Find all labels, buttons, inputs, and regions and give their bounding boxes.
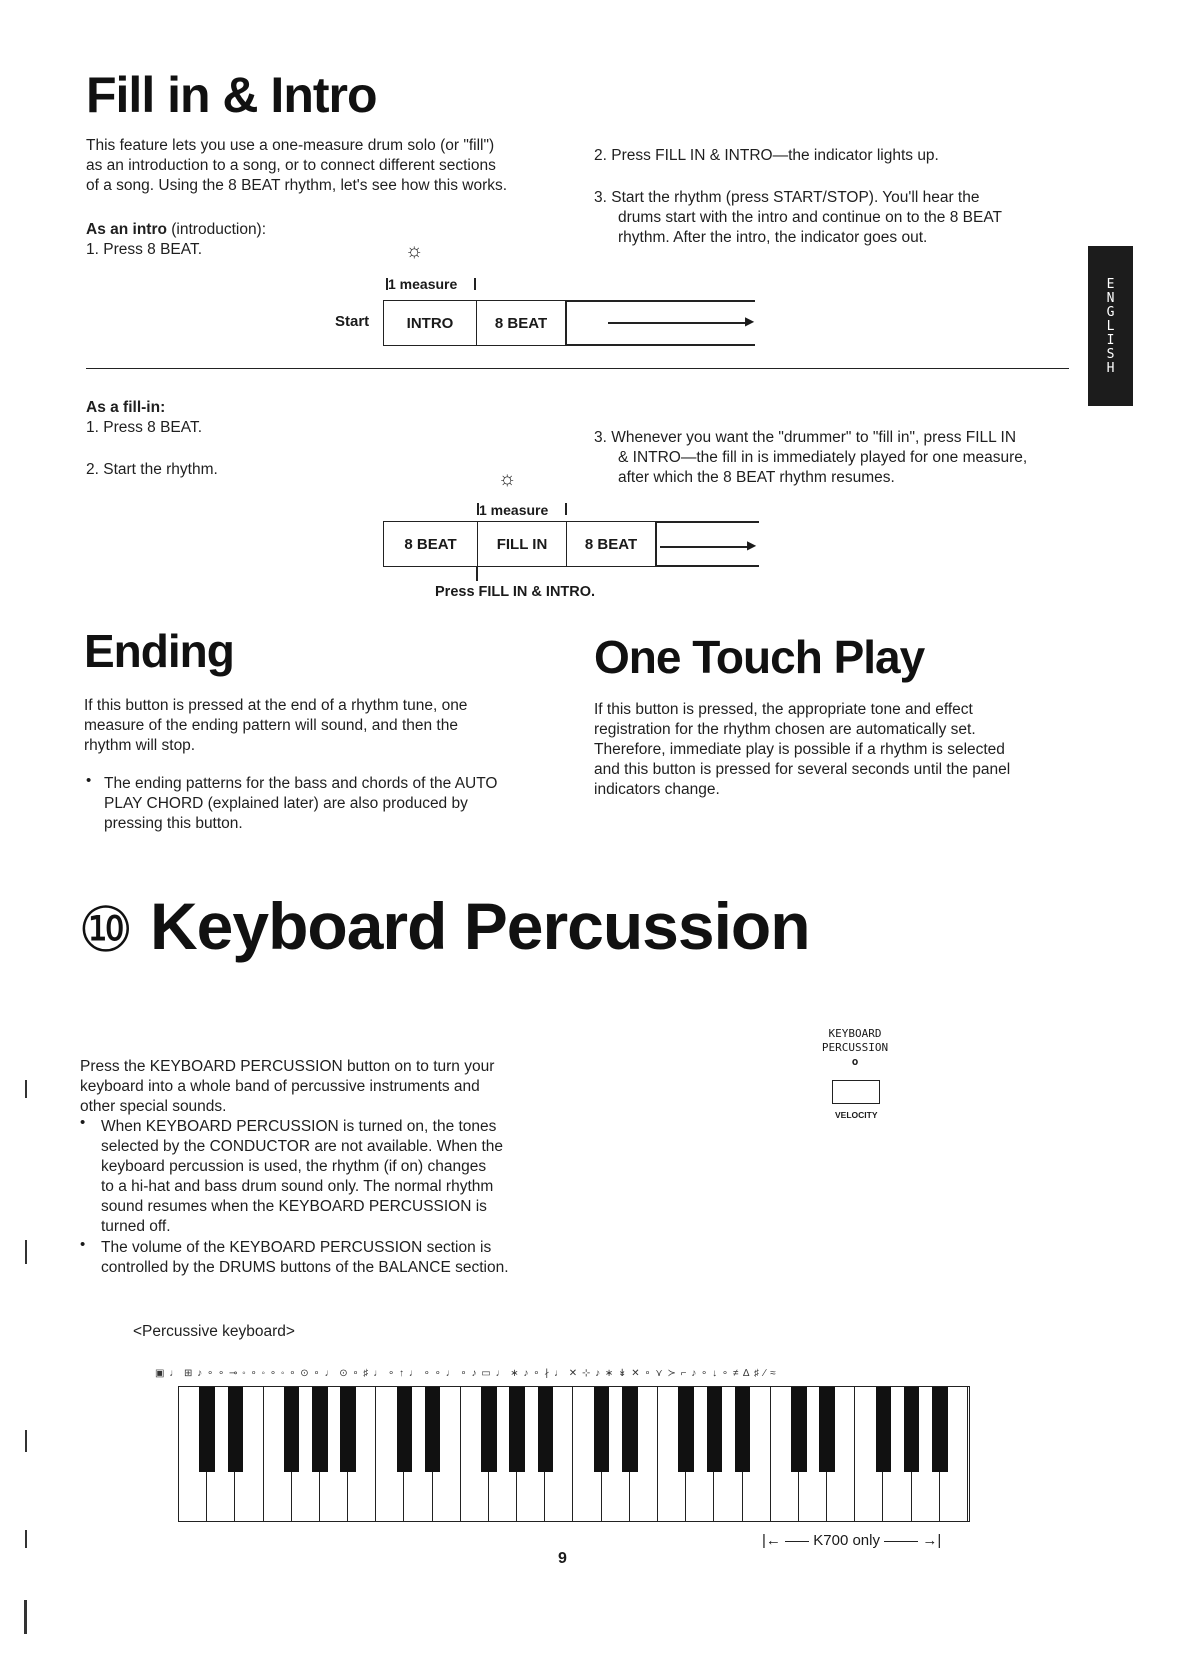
k700-range xyxy=(762,1532,941,1549)
percussion-symbols: ▣ ♩ ⊞ ♪ ∘ ∘ ⊸ ◦ ∘ ◦ ∘ ◦ ∘ ⊙ ∘ ♩ ⊙ ∘ ♯ ♩ ∘ ↑ ♩ ∘ ∘ ♩ ∘ ♪ ▭ ♩ ∗ ♪ ∘ ∤ ♩ ✕ ⊹ ♪ ∗ ↡ ✕ ∘ ⋎ ≻ ⌐ ♪ ∘ ↓ ∘ ≠ ∆ ♯ ∕ ≈ xyxy=(155,1368,777,1379)
fill-intro-title: Fill in & Intro xyxy=(86,67,377,123)
black-key xyxy=(678,1387,693,1472)
language-tab xyxy=(1088,246,1133,406)
black-key xyxy=(932,1387,947,1472)
diagram-line xyxy=(655,565,759,567)
arrow-line xyxy=(660,546,748,548)
intro-step-3 xyxy=(594,188,1064,248)
indicator-light-icon: ☼ xyxy=(405,240,424,262)
ending-line: rhythm will stop. xyxy=(84,737,196,754)
bullet-icon: • xyxy=(80,1114,86,1131)
kp-bullet-line: turned off. xyxy=(101,1218,171,1235)
kp-bullet-line: controlled by the DRUMS buttons of the BALANCE section. xyxy=(101,1259,509,1276)
k700-label: K700 only xyxy=(813,1532,880,1549)
one-touch-title: One Touch Play xyxy=(594,631,925,683)
intro-step-2: 2. Press FILL IN & INTRO—the indicator lights up. xyxy=(594,147,939,164)
one-touch-description xyxy=(594,700,1074,800)
arrow-line xyxy=(608,322,748,324)
margin-mark xyxy=(25,1240,27,1264)
keyboard-percussion-title: Keyboard Percussion xyxy=(150,889,810,963)
margin-mark xyxy=(24,1600,27,1634)
fill-intro-line: as an introduction to a song, or to connect different sections xyxy=(86,157,496,174)
sequence-cell: INTRO xyxy=(384,301,477,345)
measure-label: 1 measure xyxy=(479,502,549,518)
fill-intro-line: This feature lets you use a one-measure drum solo (or "fill") xyxy=(86,137,495,154)
black-key xyxy=(340,1387,355,1472)
percussive-keyboard xyxy=(178,1386,970,1522)
black-key xyxy=(199,1387,214,1472)
kp-intro-line: Press the KEYBOARD PERCUSSION button on to turn your xyxy=(80,1058,495,1075)
panel-label: KEYBOARD xyxy=(828,1027,882,1040)
ending-description xyxy=(84,696,554,756)
margin-mark xyxy=(25,1080,27,1098)
as-intro-suffix: (introduction): xyxy=(171,221,267,238)
press-fill-label: Press FILL IN & INTRO. xyxy=(435,584,596,600)
keyboard-caption: <Percussive keyboard> xyxy=(133,1323,295,1340)
kp-bullet-line: keyboard percussion is used, the rhythm (if on) changes xyxy=(101,1158,487,1175)
black-key xyxy=(594,1387,609,1472)
black-key xyxy=(228,1387,243,1472)
as-intro-label: As an intro xyxy=(86,221,167,238)
intro-step-3-line: 3. Start the rhythm (press START/STOP). You'll hear the xyxy=(594,189,980,206)
black-key xyxy=(397,1387,412,1472)
kp-bullet-line: The volume of the KEYBOARD PERCUSSION section is xyxy=(101,1239,492,1256)
bullet-icon: • xyxy=(86,772,92,789)
ending-bullet-line: PLAY CHORD (explained later) are also produced by xyxy=(104,795,468,812)
sequence-cell: 8 BEAT xyxy=(567,522,656,566)
ending-bullet xyxy=(104,774,554,834)
range-right-arrow-icon: →| xyxy=(922,1532,942,1549)
bullet-icon: • xyxy=(80,1236,86,1253)
measure-label: 1 measure xyxy=(388,276,458,292)
kp-bullet-line: When KEYBOARD PERCUSSION is turned on, the tones xyxy=(101,1118,497,1135)
one-touch-line: indicators change. xyxy=(594,781,720,798)
arrow-right-icon: ▶ xyxy=(747,538,757,552)
sequence-cell: FILL IN xyxy=(478,522,567,566)
kp-intro-line: keyboard into a whole band of percussive instruments and xyxy=(80,1078,480,1095)
keyboard-percussion-button[interactable] xyxy=(832,1080,880,1104)
sequence-cell: 8 BEAT xyxy=(477,301,566,345)
one-touch-line: Therefore, immediate play is possible if a rhythm is selected xyxy=(594,741,1005,758)
as-intro-heading xyxy=(86,220,266,240)
diagram-line xyxy=(565,300,567,346)
kp-bullet-line: sound resumes when the KEYBOARD PERCUSSION is xyxy=(101,1198,487,1215)
one-touch-line: If this button is pressed, the appropriate tone and effect xyxy=(594,701,973,718)
fill-intro-description xyxy=(86,136,556,196)
black-key xyxy=(819,1387,834,1472)
black-key xyxy=(904,1387,919,1472)
fill-step-3-line: & INTRO—the fill in is immediately played for one measure, xyxy=(618,449,1028,466)
black-key xyxy=(622,1387,637,1472)
intro-step-1: 1. Press 8 BEAT. xyxy=(86,241,203,258)
section-number: ⑩ xyxy=(78,896,133,965)
fill-step-2: 2. Start the rhythm. xyxy=(86,461,218,478)
diagram-line xyxy=(565,344,755,346)
start-label: Start xyxy=(335,313,370,330)
ending-line: measure of the ending pattern will sound, and then the xyxy=(84,717,458,734)
one-touch-line: and this button is pressed for several seconds until the panel xyxy=(594,761,1011,778)
black-key xyxy=(791,1387,806,1472)
intro-step-3-line: rhythm. After the intro, the indicator goes out. xyxy=(618,229,928,246)
black-key xyxy=(707,1387,722,1472)
pointer-line xyxy=(476,567,478,581)
ending-line: If this button is pressed at the end of a rhythm tune, one xyxy=(84,697,468,714)
black-key xyxy=(876,1387,891,1472)
section-divider xyxy=(86,368,1069,369)
black-key xyxy=(284,1387,299,1472)
black-key xyxy=(509,1387,524,1472)
range-left-arrow-icon: |← xyxy=(762,1532,781,1549)
black-key xyxy=(538,1387,553,1472)
fill-step-3-line: after which the 8 BEAT rhythm resumes. xyxy=(618,469,895,486)
panel-led-icon: o xyxy=(851,1055,859,1068)
panel-illustration xyxy=(810,1027,900,1069)
kp-bullet-1 xyxy=(101,1117,561,1237)
kp-intro-line: other special sounds. xyxy=(80,1098,227,1115)
measure-bracket xyxy=(565,503,567,515)
ending-title: Ending xyxy=(84,625,234,677)
measure-bracket xyxy=(477,503,479,515)
intro-step-3-line: drums start with the intro and continue on to the 8 BEAT xyxy=(618,209,1002,226)
ending-bullet-line: The ending patterns for the bass and chords of the AUTO xyxy=(104,775,498,792)
black-key xyxy=(425,1387,440,1472)
fill-step-3 xyxy=(594,428,1069,488)
sequence-cell: 8 BEAT xyxy=(384,522,478,566)
indicator-light-icon: ☼ xyxy=(498,468,517,490)
kp-bullet-line: selected by the CONDUCTOR are not available. When the xyxy=(101,1138,504,1155)
as-fill-heading: As a fill-in: xyxy=(86,399,166,416)
fill-sequence-diagram xyxy=(383,521,656,567)
measure-bracket xyxy=(474,278,476,290)
velocity-label: VELOCITY xyxy=(835,1110,878,1120)
language-tab-label: ENGLISH xyxy=(1103,277,1118,375)
ending-bullet-line: pressing this button. xyxy=(104,815,243,832)
one-touch-line: registration for the rhythm chosen are automatically set. xyxy=(594,721,976,738)
panel-label: PERCUSSION xyxy=(821,1041,889,1054)
page-number: 9 xyxy=(558,1550,567,1567)
keyboard-percussion-intro xyxy=(80,1057,560,1117)
intro-sequence-diagram xyxy=(383,300,566,346)
black-key xyxy=(481,1387,496,1472)
kp-bullet-2 xyxy=(101,1238,561,1278)
fill-intro-line: of a song. Using the 8 BEAT rhythm, let's see how this works. xyxy=(86,177,508,194)
fill-step-1: 1. Press 8 BEAT. xyxy=(86,419,203,436)
diagram-line xyxy=(655,521,759,523)
margin-mark xyxy=(25,1430,27,1452)
fill-step-3-line: 3. Whenever you want the "drummer" to "fill in", press FILL IN xyxy=(594,429,1017,446)
diagram-line xyxy=(565,300,755,302)
arrow-right-icon: ▶ xyxy=(745,314,755,328)
black-key xyxy=(312,1387,327,1472)
margin-mark xyxy=(25,1530,27,1548)
black-key xyxy=(735,1387,750,1472)
diagram-line xyxy=(655,521,657,567)
measure-bracket xyxy=(386,278,388,290)
kp-bullet-line: to a hi-hat and bass drum sound only. The normal rhythm xyxy=(101,1178,494,1195)
